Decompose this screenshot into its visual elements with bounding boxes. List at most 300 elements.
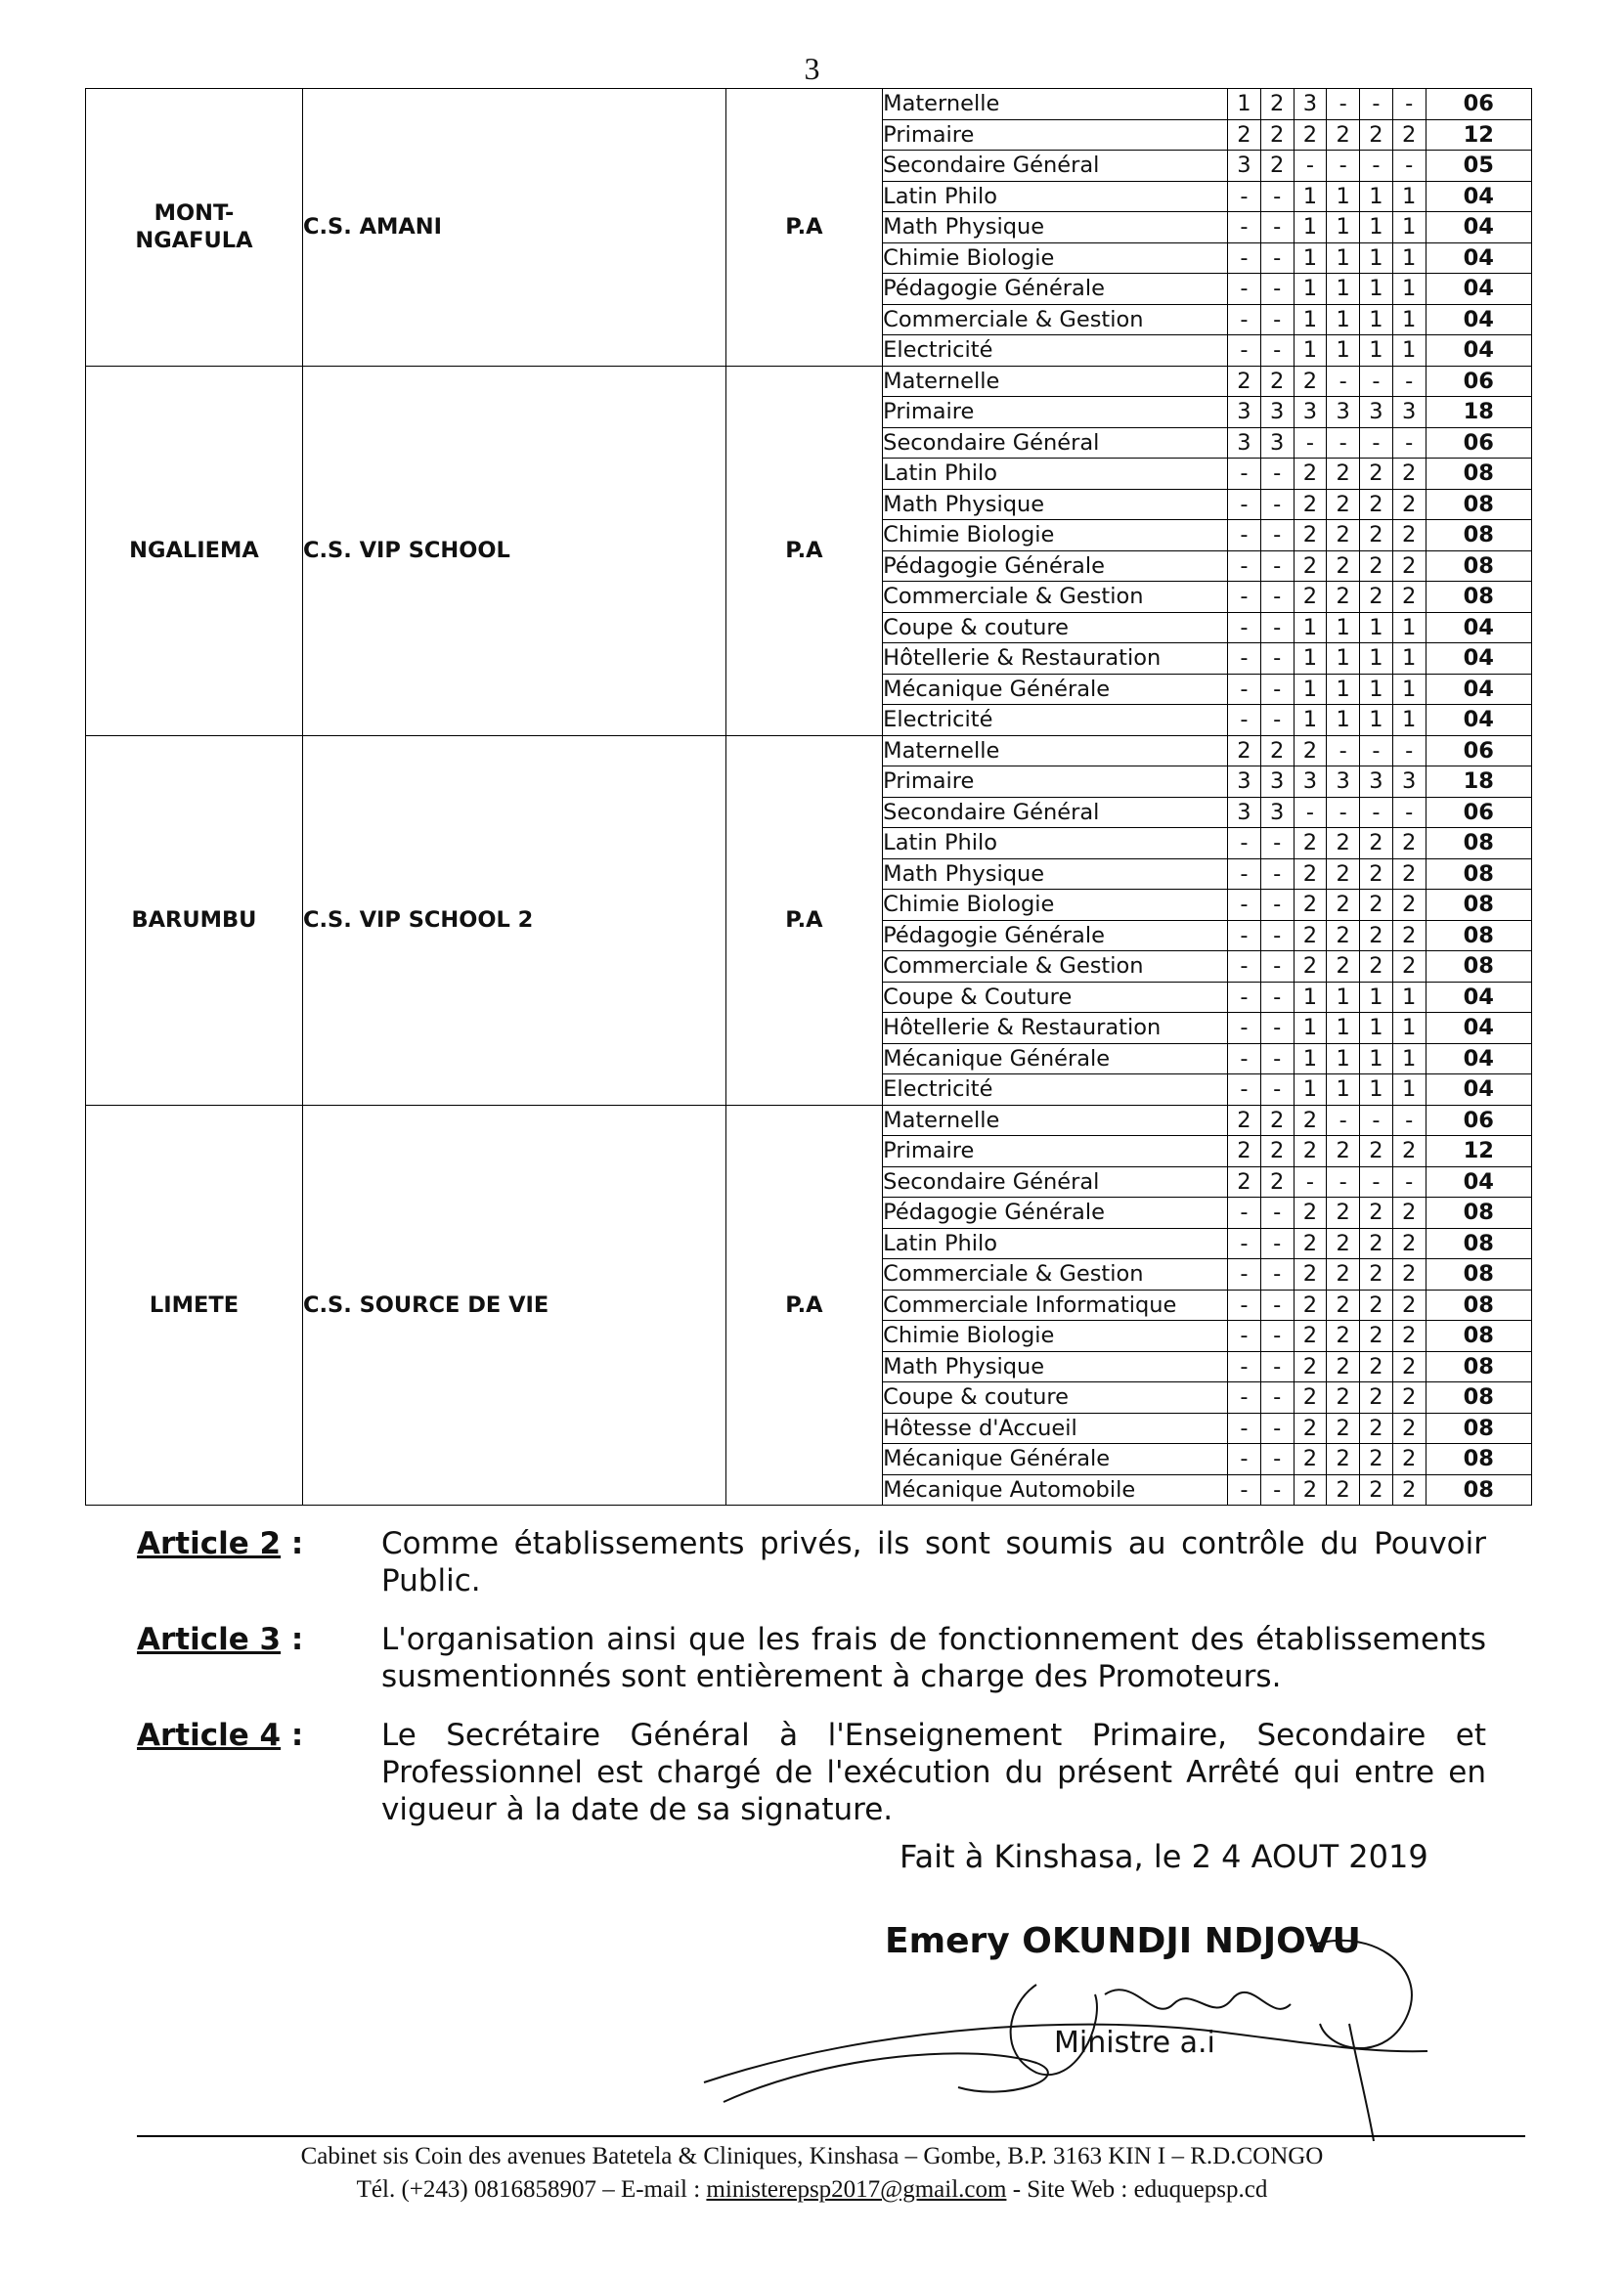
footer-contact	[0, 2176, 1624, 2204]
class-count-cell: 1	[1294, 304, 1327, 335]
class-count-cell: -	[1360, 89, 1393, 120]
class-count-cell: 2	[1294, 1290, 1327, 1321]
option-cell: Electricité	[883, 1074, 1228, 1106]
class-count-cell: 1	[1360, 212, 1393, 243]
class-count-cell: 2	[1360, 489, 1393, 520]
option-cell: Mécanique Automobile	[883, 1474, 1228, 1506]
option-cell: Coupe & Couture	[883, 982, 1228, 1013]
class-count-cell: -	[1228, 335, 1261, 367]
class-count-cell: 2	[1360, 550, 1393, 582]
school-cell: C.S. VIP SCHOOL 2	[302, 735, 725, 1105]
article-text: L'organisation ainsi que les frais de fonctionnement des établissements susmentionnés sont entièrement à charge des Promoteurs.	[381, 1622, 1486, 1694]
total-cell: 08	[1426, 1382, 1531, 1414]
class-count-cell: -	[1228, 1259, 1261, 1291]
total-cell: 06	[1426, 366, 1531, 397]
option-cell: Pédagogie Générale	[883, 274, 1228, 305]
class-count-cell: 2	[1392, 1351, 1426, 1382]
article-text: Le Secrétaire Général à l'Enseignement Primaire, Secondaire et Professionnel est chargé de l'exécution du présent Arrêté qui entre en vigueur à la date de sa signature.	[381, 1718, 1486, 1827]
class-count-cell: 1	[1392, 1074, 1426, 1106]
class-count-cell: 2	[1260, 119, 1294, 151]
class-count-cell: 2	[1260, 366, 1294, 397]
class-count-cell: -	[1392, 427, 1426, 459]
class-count-cell: 2	[1228, 1166, 1261, 1198]
option-cell: Latin Philo	[883, 828, 1228, 859]
class-count-cell: 3	[1360, 766, 1393, 798]
option-cell: Latin Philo	[883, 181, 1228, 212]
option-cell: Coupe & couture	[883, 612, 1228, 643]
class-count-cell: -	[1327, 735, 1360, 766]
option-cell: Primaire	[883, 397, 1228, 428]
class-count-cell: 1	[1392, 1013, 1426, 1044]
total-cell: 08	[1426, 1290, 1531, 1321]
class-count-cell: -	[1228, 1290, 1261, 1321]
school-cell: C.S. AMANI	[302, 89, 725, 367]
class-count-cell: -	[1260, 582, 1294, 613]
total-cell: 08	[1426, 858, 1531, 890]
total-cell: 08	[1426, 459, 1531, 490]
class-count-cell: -	[1360, 1166, 1393, 1198]
class-count-cell: 1	[1360, 335, 1393, 367]
class-count-cell: 2	[1294, 1351, 1327, 1382]
class-count-cell: -	[1228, 858, 1261, 890]
option-cell: Latin Philo	[883, 459, 1228, 490]
class-count-cell: -	[1228, 1074, 1261, 1106]
class-count-cell: 2	[1294, 366, 1327, 397]
table-row	[86, 366, 1532, 397]
class-count-cell: 2	[1360, 858, 1393, 890]
class-count-cell: 2	[1294, 1382, 1327, 1414]
article-2	[137, 1525, 1486, 1599]
class-count-cell: -	[1260, 1228, 1294, 1259]
footer-email-link[interactable]: ministerepsp2017@gmail.com	[706, 2176, 1007, 2203]
total-cell: 04	[1426, 674, 1531, 705]
class-count-cell: -	[1392, 735, 1426, 766]
class-count-cell: 1	[1294, 982, 1327, 1013]
total-cell: 06	[1426, 797, 1531, 828]
total-cell: 08	[1426, 520, 1531, 551]
class-count-cell: 2	[1327, 119, 1360, 151]
class-count-cell: 1	[1392, 335, 1426, 367]
class-count-cell: 2	[1294, 1413, 1327, 1444]
status-cell: P.A	[725, 89, 883, 367]
class-count-cell: 2	[1327, 1382, 1360, 1414]
class-count-cell: -	[1260, 858, 1294, 890]
total-cell: 08	[1426, 1198, 1531, 1229]
class-count-cell: 2	[1260, 1105, 1294, 1136]
class-count-cell: -	[1360, 797, 1393, 828]
option-cell: Maternelle	[883, 89, 1228, 120]
class-count-cell: -	[1228, 1043, 1261, 1074]
class-count-cell: 3	[1294, 397, 1327, 428]
class-count-cell: 2	[1327, 1413, 1360, 1444]
class-count-cell: -	[1228, 1013, 1261, 1044]
class-count-cell: 2	[1327, 1290, 1360, 1321]
total-cell: 04	[1426, 1043, 1531, 1074]
class-count-cell: 2	[1327, 550, 1360, 582]
class-count-cell: 2	[1260, 89, 1294, 120]
total-cell: 04	[1426, 212, 1531, 243]
class-count-cell: 2	[1360, 1228, 1393, 1259]
class-count-cell: 2	[1360, 1136, 1393, 1167]
total-cell: 06	[1426, 427, 1531, 459]
option-cell: Math Physique	[883, 212, 1228, 243]
class-count-cell: 2	[1327, 1321, 1360, 1352]
article-text: Comme établissements privés, ils sont soumis au contrôle du Pouvoir Public.	[381, 1526, 1486, 1598]
class-count-cell: 1	[1392, 181, 1426, 212]
option-cell: Commerciale & Gestion	[883, 582, 1228, 613]
class-count-cell: -	[1228, 274, 1261, 305]
class-count-cell: 1	[1327, 181, 1360, 212]
class-count-cell: 1	[1360, 274, 1393, 305]
option-cell: Secondaire Général	[883, 427, 1228, 459]
total-cell: 08	[1426, 582, 1531, 613]
footer-divider	[137, 2135, 1525, 2137]
class-count-cell: 1	[1294, 335, 1327, 367]
class-count-cell: -	[1228, 459, 1261, 490]
class-count-cell: 1	[1294, 643, 1327, 675]
status-cell: P.A	[725, 1105, 883, 1506]
class-count-cell: 2	[1392, 858, 1426, 890]
class-count-cell: 3	[1392, 397, 1426, 428]
total-cell: 04	[1426, 274, 1531, 305]
class-count-cell: 2	[1294, 119, 1327, 151]
option-cell: Hôtesse d'Accueil	[883, 1413, 1228, 1444]
class-count-cell: 1	[1360, 643, 1393, 675]
class-count-cell: 1	[1360, 181, 1393, 212]
class-count-cell: 1	[1360, 1013, 1393, 1044]
class-count-cell: -	[1294, 427, 1327, 459]
class-count-cell: -	[1327, 1105, 1360, 1136]
class-count-cell: -	[1260, 489, 1294, 520]
class-count-cell: 1	[1327, 212, 1360, 243]
article-label: Article 3 :	[137, 1622, 304, 1657]
total-cell: 04	[1426, 304, 1531, 335]
class-count-cell: 2	[1360, 1382, 1393, 1414]
commune-cell: MONT- NGAFULA	[86, 89, 303, 367]
class-count-cell: 2	[1392, 1290, 1426, 1321]
class-count-cell: 2	[1360, 1259, 1393, 1291]
class-count-cell: 3	[1260, 797, 1294, 828]
option-cell: Maternelle	[883, 1105, 1228, 1136]
option-cell: Commerciale Informatique	[883, 1290, 1228, 1321]
total-cell: 06	[1426, 89, 1531, 120]
total-cell: 08	[1426, 1321, 1531, 1352]
total-cell: 04	[1426, 1074, 1531, 1106]
class-count-cell: 2	[1360, 1321, 1393, 1352]
class-count-cell: -	[1260, 520, 1294, 551]
total-cell: 18	[1426, 766, 1531, 798]
class-count-cell: 2	[1327, 1228, 1360, 1259]
class-count-cell: 2	[1392, 951, 1426, 983]
class-count-cell: -	[1392, 151, 1426, 182]
class-count-cell: 2	[1360, 1198, 1393, 1229]
class-count-cell: -	[1260, 828, 1294, 859]
total-cell: 08	[1426, 951, 1531, 983]
class-count-cell: 2	[1294, 489, 1327, 520]
class-count-cell: -	[1360, 1105, 1393, 1136]
total-cell: 12	[1426, 119, 1531, 151]
option-cell: Primaire	[883, 766, 1228, 798]
class-count-cell: 2	[1360, 1290, 1393, 1321]
class-count-cell: -	[1228, 828, 1261, 859]
class-count-cell: 1	[1392, 212, 1426, 243]
class-count-cell: -	[1228, 890, 1261, 921]
class-count-cell: 2	[1294, 1198, 1327, 1229]
option-cell: Secondaire Général	[883, 797, 1228, 828]
total-cell: 04	[1426, 242, 1531, 274]
class-count-cell: 2	[1294, 1136, 1327, 1167]
class-count-cell: 2	[1294, 920, 1327, 951]
class-count-cell: -	[1228, 212, 1261, 243]
class-count-cell: 3	[1294, 89, 1327, 120]
total-cell: 04	[1426, 1013, 1531, 1044]
class-count-cell: -	[1260, 304, 1294, 335]
option-cell: Primaire	[883, 1136, 1228, 1167]
class-count-cell: 2	[1392, 459, 1426, 490]
class-count-cell: -	[1327, 427, 1360, 459]
class-count-cell: 1	[1327, 612, 1360, 643]
total-cell: 08	[1426, 890, 1531, 921]
class-count-cell: 2	[1294, 459, 1327, 490]
class-count-cell: 1	[1327, 674, 1360, 705]
class-count-cell: 1	[1327, 1074, 1360, 1106]
total-cell: 08	[1426, 828, 1531, 859]
class-count-cell: 1	[1392, 1043, 1426, 1074]
class-count-cell: -	[1228, 1474, 1261, 1506]
class-count-cell: 2	[1294, 1259, 1327, 1291]
class-count-cell: -	[1260, 242, 1294, 274]
footer-website: - Site Web : eduquepsp.cd	[1006, 2176, 1268, 2203]
class-count-cell: -	[1228, 982, 1261, 1013]
option-cell: Maternelle	[883, 366, 1228, 397]
class-count-cell: -	[1294, 1166, 1327, 1198]
option-cell: Electricité	[883, 705, 1228, 736]
class-count-cell: -	[1260, 1259, 1294, 1291]
class-count-cell: -	[1260, 951, 1294, 983]
class-count-cell: -	[1392, 1105, 1426, 1136]
class-count-cell: 1	[1392, 982, 1426, 1013]
class-count-cell: 2	[1327, 1136, 1360, 1167]
class-count-cell: 2	[1228, 1136, 1261, 1167]
option-cell: Commerciale & Gestion	[883, 1259, 1228, 1291]
class-count-cell: 1	[1294, 674, 1327, 705]
class-count-cell: 1	[1294, 705, 1327, 736]
class-count-cell: 3	[1260, 427, 1294, 459]
option-cell: Hôtellerie & Restauration	[883, 1013, 1228, 1044]
option-cell: Chimie Biologie	[883, 1321, 1228, 1352]
class-count-cell: -	[1260, 459, 1294, 490]
total-cell: 08	[1426, 1474, 1531, 1506]
class-count-cell: -	[1294, 797, 1327, 828]
class-count-cell: 2	[1392, 1474, 1426, 1506]
class-count-cell: -	[1327, 151, 1360, 182]
class-count-cell: -	[1260, 982, 1294, 1013]
class-count-cell: -	[1392, 797, 1426, 828]
class-count-cell: 2	[1392, 1444, 1426, 1475]
class-count-cell: -	[1260, 1351, 1294, 1382]
class-count-cell: -	[1260, 1043, 1294, 1074]
commune-cell: LIMETE	[86, 1105, 303, 1506]
class-count-cell: -	[1327, 797, 1360, 828]
footer-address: Cabinet sis Coin des avenues Batetela & Cliniques, Kinshasa – Gombe, B.P. 3163 KIN I – R.D.CONGO	[300, 2143, 1324, 2169]
total-cell: 04	[1426, 181, 1531, 212]
article-label: Article 2 :	[137, 1526, 304, 1561]
class-count-cell: 2	[1294, 582, 1327, 613]
class-count-cell: -	[1260, 705, 1294, 736]
class-count-cell: -	[1228, 705, 1261, 736]
total-cell: 04	[1426, 643, 1531, 675]
class-count-cell: 1	[1327, 274, 1360, 305]
class-count-cell: -	[1228, 489, 1261, 520]
class-count-cell: -	[1260, 1013, 1294, 1044]
class-count-cell: -	[1260, 181, 1294, 212]
class-count-cell: 1	[1392, 705, 1426, 736]
class-count-cell: 1	[1327, 1013, 1360, 1044]
page-number: 3	[804, 51, 820, 86]
class-count-cell: 1	[1392, 274, 1426, 305]
class-count-cell: 2	[1392, 1382, 1426, 1414]
class-count-cell: 1	[1294, 1043, 1327, 1074]
class-count-cell: 1	[1360, 705, 1393, 736]
class-count-cell: 2	[1392, 1136, 1426, 1167]
class-count-cell: 2	[1327, 582, 1360, 613]
class-count-cell: 2	[1360, 1413, 1393, 1444]
minister-name: Emery OKUNDJI NDJOVU	[885, 1921, 1361, 1961]
article-4	[137, 1717, 1486, 1828]
class-count-cell: 1	[1327, 982, 1360, 1013]
class-count-cell: 2	[1228, 366, 1261, 397]
class-count-cell: -	[1392, 89, 1426, 120]
option-cell: Primaire	[883, 119, 1228, 151]
class-count-cell: 1	[1228, 89, 1261, 120]
option-cell: Latin Philo	[883, 1228, 1228, 1259]
class-count-cell: 2	[1294, 828, 1327, 859]
class-count-cell: -	[1360, 735, 1393, 766]
class-count-cell: 1	[1360, 1074, 1393, 1106]
class-count-cell: 2	[1327, 1444, 1360, 1475]
class-count-cell: 2	[1327, 828, 1360, 859]
class-count-cell: -	[1260, 1444, 1294, 1475]
place-date: Fait à Kinshasa, le 2 4 AOUT 2019	[900, 1838, 1428, 1875]
class-count-cell: 2	[1360, 1444, 1393, 1475]
total-cell: 08	[1426, 489, 1531, 520]
class-count-cell: 2	[1327, 459, 1360, 490]
class-count-cell: -	[1228, 612, 1261, 643]
option-cell: Math Physique	[883, 489, 1228, 520]
class-count-cell: 1	[1327, 335, 1360, 367]
commune-cell: BARUMBU	[86, 735, 303, 1105]
class-count-cell: 2	[1327, 520, 1360, 551]
class-count-cell: 1	[1392, 643, 1426, 675]
class-count-cell: 2	[1260, 1166, 1294, 1198]
class-count-cell: 2	[1360, 1474, 1393, 1506]
option-cell: Secondaire Général	[883, 1166, 1228, 1198]
class-count-cell: -	[1228, 550, 1261, 582]
class-count-cell: 2	[1260, 735, 1294, 766]
article-3	[137, 1621, 1486, 1695]
class-count-cell: 1	[1392, 242, 1426, 274]
class-count-cell: -	[1228, 242, 1261, 274]
class-count-cell: -	[1294, 151, 1327, 182]
total-cell: 06	[1426, 735, 1531, 766]
table-row	[86, 1105, 1532, 1136]
class-count-cell: 2	[1392, 489, 1426, 520]
class-count-cell: -	[1260, 1474, 1294, 1506]
class-count-cell: -	[1260, 212, 1294, 243]
class-count-cell: 2	[1294, 1228, 1327, 1259]
class-count-cell: 3	[1228, 397, 1261, 428]
class-count-cell: -	[1360, 151, 1393, 182]
option-cell: Coupe & couture	[883, 1382, 1228, 1414]
class-count-cell: 2	[1327, 489, 1360, 520]
class-count-cell: 3	[1360, 397, 1393, 428]
class-count-cell: 2	[1294, 735, 1327, 766]
option-cell: Hôtellerie & Restauration	[883, 643, 1228, 675]
total-cell: 08	[1426, 1413, 1531, 1444]
class-count-cell: -	[1392, 1166, 1426, 1198]
class-count-cell: -	[1260, 1074, 1294, 1106]
class-count-cell: 2	[1360, 119, 1393, 151]
option-cell: Electricité	[883, 335, 1228, 367]
option-cell: Commerciale & Gestion	[883, 951, 1228, 983]
class-count-cell: 1	[1294, 1013, 1327, 1044]
option-cell: Mécanique Générale	[883, 1444, 1228, 1475]
total-cell: 08	[1426, 1228, 1531, 1259]
class-count-cell: 2	[1294, 1444, 1327, 1475]
table-row	[86, 735, 1532, 766]
class-count-cell: -	[1260, 890, 1294, 921]
table-row	[86, 89, 1532, 120]
class-count-cell: 1	[1327, 705, 1360, 736]
class-count-cell: 1	[1294, 242, 1327, 274]
class-count-cell: 2	[1360, 951, 1393, 983]
option-cell: Pédagogie Générale	[883, 1198, 1228, 1229]
total-cell: 04	[1426, 335, 1531, 367]
total-cell: 04	[1426, 705, 1531, 736]
class-count-cell: 2	[1294, 1474, 1327, 1506]
class-count-cell: -	[1260, 1198, 1294, 1229]
class-count-cell: 2	[1392, 1413, 1426, 1444]
class-count-cell: -	[1360, 366, 1393, 397]
class-count-cell: 2	[1392, 1321, 1426, 1352]
class-count-cell: 2	[1327, 1259, 1360, 1291]
class-count-cell: 2	[1327, 858, 1360, 890]
class-count-cell: 2	[1360, 1351, 1393, 1382]
total-cell: 18	[1426, 397, 1531, 428]
total-cell: 04	[1426, 982, 1531, 1013]
class-count-cell: 2	[1360, 920, 1393, 951]
class-count-cell: 1	[1327, 304, 1360, 335]
class-count-cell: 2	[1392, 550, 1426, 582]
total-cell: 05	[1426, 151, 1531, 182]
class-count-cell: 2	[1294, 520, 1327, 551]
class-count-cell: -	[1228, 1321, 1261, 1352]
class-count-cell: -	[1228, 1198, 1261, 1229]
option-cell: Math Physique	[883, 858, 1228, 890]
option-cell: Commerciale & Gestion	[883, 304, 1228, 335]
total-cell: 08	[1426, 1259, 1531, 1291]
class-count-cell: 1	[1294, 181, 1327, 212]
class-count-cell: 1	[1360, 982, 1393, 1013]
total-cell: 08	[1426, 1444, 1531, 1475]
class-count-cell: 2	[1360, 520, 1393, 551]
class-count-cell: -	[1260, 335, 1294, 367]
school-cell: C.S. VIP SCHOOL	[302, 366, 725, 735]
class-count-cell: 2	[1327, 1351, 1360, 1382]
class-count-cell: -	[1228, 920, 1261, 951]
class-count-cell: 1	[1294, 212, 1327, 243]
class-count-cell: 1	[1360, 304, 1393, 335]
